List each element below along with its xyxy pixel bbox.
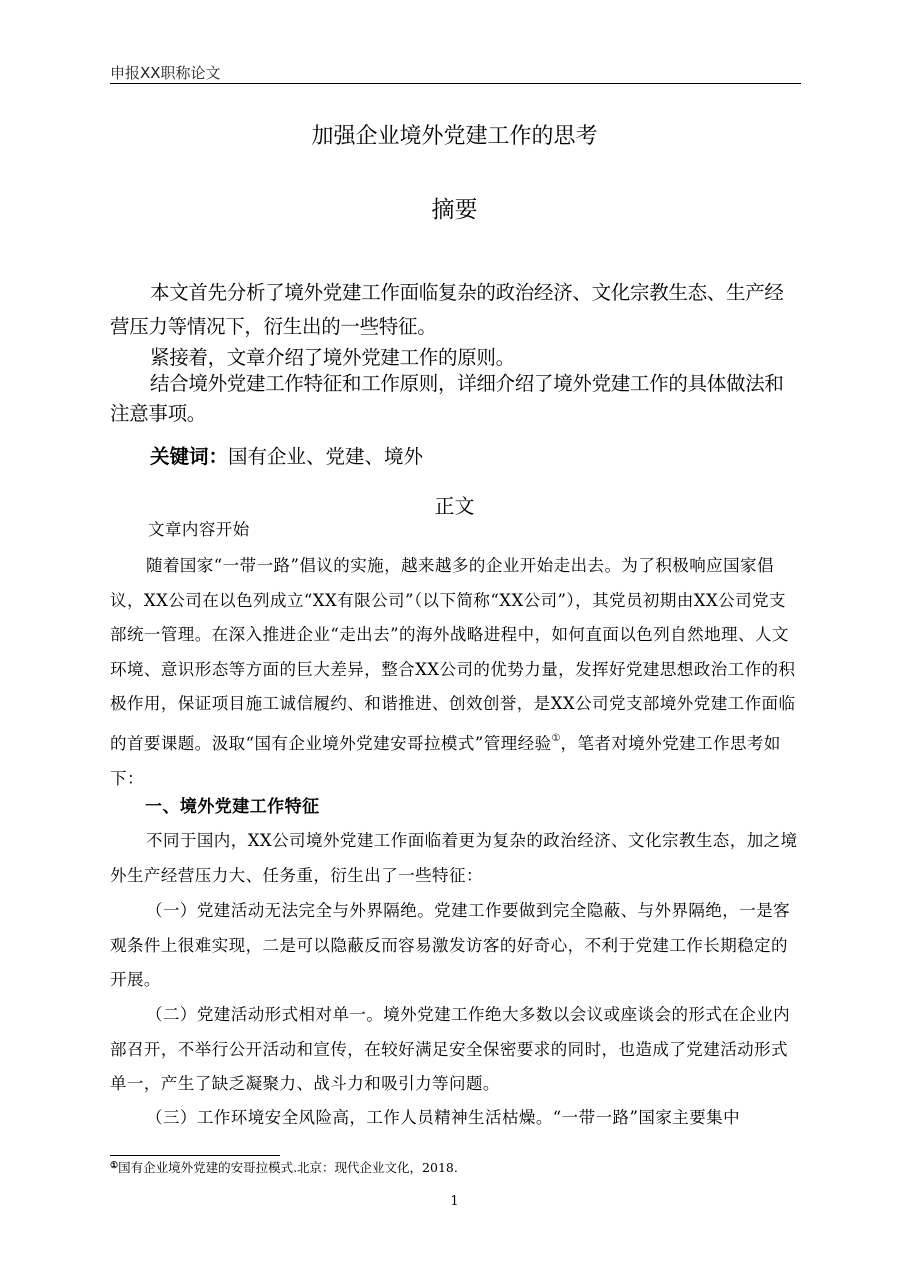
body-paragraph-3: （一）党建活动无法完全与外界隔绝。党建工作要做到完全隐蔽、与外界隔绝，一是客观条件上很难实现，二是可以隐蔽反而容易激发访客的好奇心，不利于党建工作长期稳定的开展。 [110,901,791,990]
page-number: 1 [450,1194,459,1209]
footnote-mark: ① [110,1161,119,1171]
footnote-text: 国有企业境外党建的安哥拉模式.北京：现代企业文化，2018. [118,1160,458,1175]
keywords-label: 关键词： [150,445,229,468]
page-header: 申报XX职称论文 [110,64,221,82]
header-rule [110,83,801,84]
body-paragraph-1 [110,549,802,796]
abstract-paragraph-1: 本文首先分析了境外党建工作面临复杂的政治经济、文化宗教生态、生产经营压力等情况下，衍生出的一些特征。 [110,281,784,338]
body-heading: 正文 [434,494,475,518]
paper-title: 加强企业境外党建工作的思考 [311,124,598,149]
body-paragraph-2: 不同于国内，XX公司境外党建工作面临着更为复杂的政治经济、文化宗教生态，加之境外生产经营压力大、任务重，衍生出了一些特征： [110,831,798,885]
keywords [150,441,423,469]
body-paragraph-5: （三）工作环境安全风险高，工作人员精神生活枯燥。“一带一路”国家主要集中 [146,1108,741,1127]
footnote-reference[interactable]: ① [551,732,561,744]
footnote-rule [110,1155,280,1156]
body-paragraph-1-tail: ，笔者对境外党建工作思考如下： [110,733,781,788]
keywords-value: 国有企业、党建、境外 [228,445,424,468]
abstract-paragraph-3: 结合境外党建工作特征和工作原则，详细介绍了境外党建工作的具体做法和注意事项。 [110,372,784,425]
abstract-paragraph-2: 紧接着，文章介绍了境外党建工作的原则。 [150,346,515,369]
abstract-heading: 摘要 [431,197,478,223]
content-start: 文章内容开始 [148,520,250,539]
section-heading-1: 一、境外党建工作特征 [145,797,320,817]
body-paragraph-4: （二）党建活动形式相对单一。境外党建工作绝大多数以会议或座谈会的形式在企业内部召开，不举行公开活动和宣传，在较好满足安全保密要求的同时，也造成了党建活动形式单一，产生了缺乏凝聚力、战斗力和吸引力等问题。 [110,1005,791,1094]
body-paragraph-1-text: 随着国家“一带一路”倡议的实施，越来越多的企业开始走出去。为了积极响应国家倡议，XX公司在以色列成立“XX有限公司”（以下简称“XX公司”），其党员初期由XX公司党支部统一管理。在深入推进企业“走出去”的海外战略进程中，如何直面以色列自然地理、人文环境、意识形态等方面的巨大差异，整合XX公司的优势力量，发挥好党建思想政治工作的积极作用，保证项目施工诚信履约、和谐推进、创效创誉，是XX公司党支部境外党建工作面临的首要课题。汲取“国有企业境外党建安哥拉模式”管理经验 [110,556,796,753]
footnote [110,1158,458,1176]
